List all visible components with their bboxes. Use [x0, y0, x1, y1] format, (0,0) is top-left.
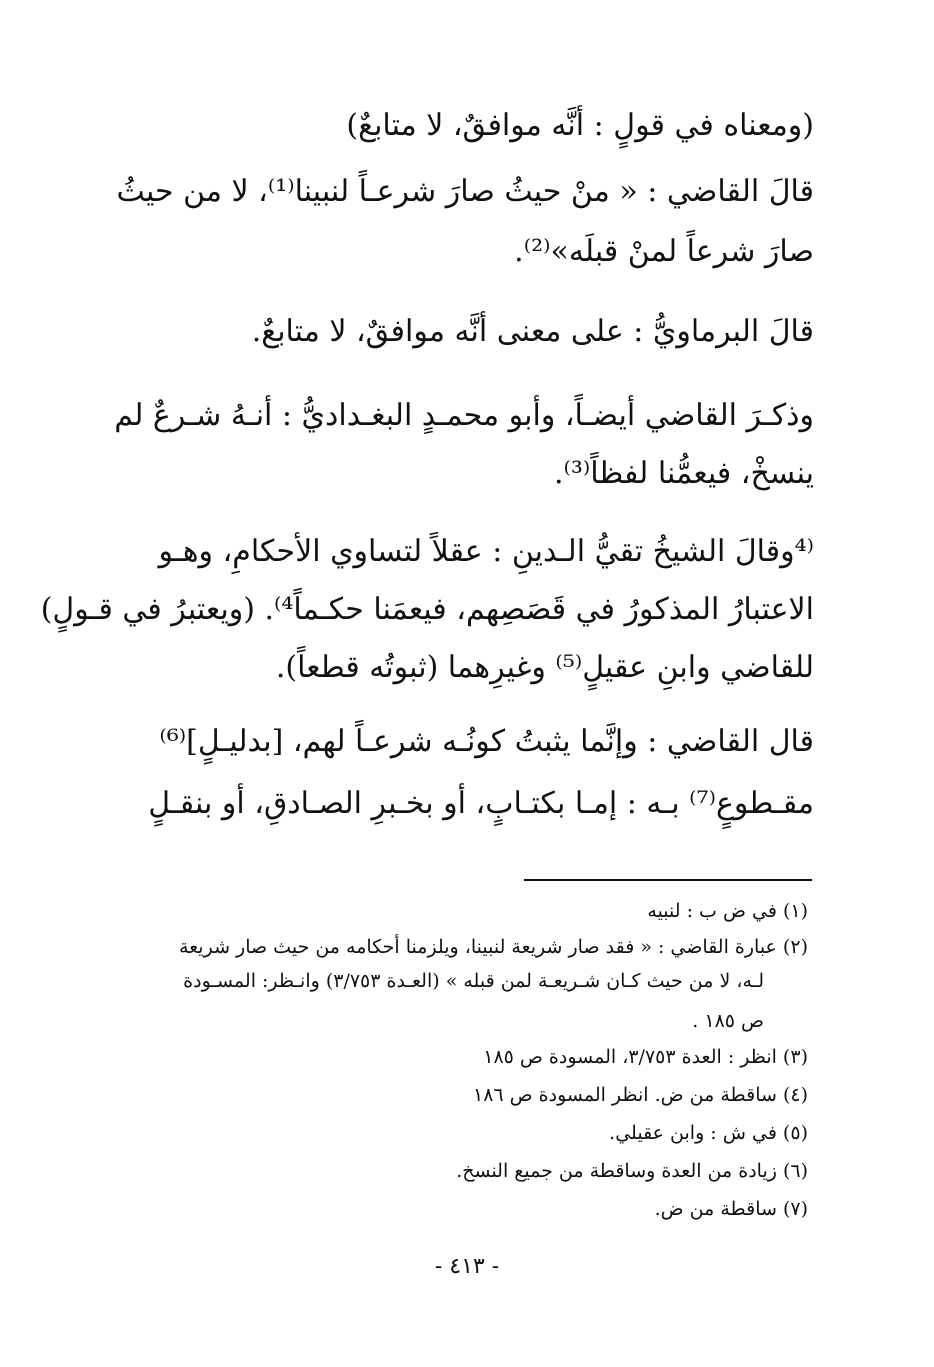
- footnote-5: (٥) في ش : وابن عقيلي.: [609, 1122, 808, 1144]
- body-line-7: ⁽⁴وقالَ الشيخُ تقيُّ الـدينِ : عقلاً لتساوي الأحكامِ، وهـو: [158, 534, 814, 569]
- body-line-10: قال القاضي : وإنَّما يثبتُ كونُـه شرعـاً لهم، [بدليـلٍ]⁽⁶⁾: [159, 724, 814, 759]
- footnote-3: (٣) انظر : العدة ٣/٧٥٣، المسودة ص ١٨٥: [483, 1046, 808, 1068]
- footnote-4: (٤) ساقطة من ض. انظر المسودة ص ١٨٦: [472, 1084, 808, 1106]
- footnote-2-continuation: لـه، لا من حيث كـان شـريعـة لمن قبله » (العـدة ٣/٧٥٣) وانـظر: المسـودة: [183, 970, 764, 992]
- body-line-9: للقاضي وابنِ عقيلٍ⁽⁵⁾ وغيرِهما (ثبوتُه قطعاً).: [275, 650, 814, 685]
- footnote-7: (٧) ساقطة من ض.: [654, 1198, 808, 1220]
- body-line-6: ينسخْ، فيعمُّنا لفظاً⁽³⁾.: [553, 456, 814, 491]
- body-line-3: صارَ شرعاً لمنْ قبلَه»⁽²⁾.: [514, 234, 814, 269]
- footnote-1: (١) في ض ب : لنبيه: [647, 900, 808, 922]
- body-line-1: (ومعناه في قولٍ : أنَّه موافقٌ، لا متابعٌ): [346, 108, 814, 143]
- footnote-2-continuation-2: ص ١٨٥ .: [692, 1010, 764, 1032]
- page-number: - ٤١٣ -: [434, 1254, 500, 1279]
- footnote-2: (٢) عبارة القاضي : « فقد صار شريعة لنبينا، ويلزمنا أحكامه من حيث صار شريعة: [178, 936, 808, 958]
- body-line-5: وذكـرَ القاضي أيضـاً، وأبو محمـدٍ البغـداديُّ : أنـهُ شـرعٌ لم: [114, 398, 814, 433]
- body-line-11: مقـطوعٍ⁽⁷⁾ بـه : إمـا بكتـابٍ، أو بخـبرِ الصـادقِ، أو بنقـلٍ: [148, 786, 814, 821]
- body-line-8: الاعتبارُ المذكورُ في قَصَصِهم، فيعمَنا حكـماً⁴⁾. (ويعتبرُ في قـولٍ): [40, 592, 814, 627]
- body-line-4: قالَ البرماويُّ : على معنى أنَّه موافقٌ، لا متابعٌ.: [251, 314, 814, 349]
- footnote-6: (٦) زيادة من العدة وساقطة من جميع النسخ.: [456, 1160, 808, 1182]
- footnote-separator: [524, 879, 812, 881]
- body-line-2: قالَ القاضي : « منْ حيثُ صارَ شرعـاً لنبينا⁽¹⁾، لا من حيثُ: [116, 174, 814, 209]
